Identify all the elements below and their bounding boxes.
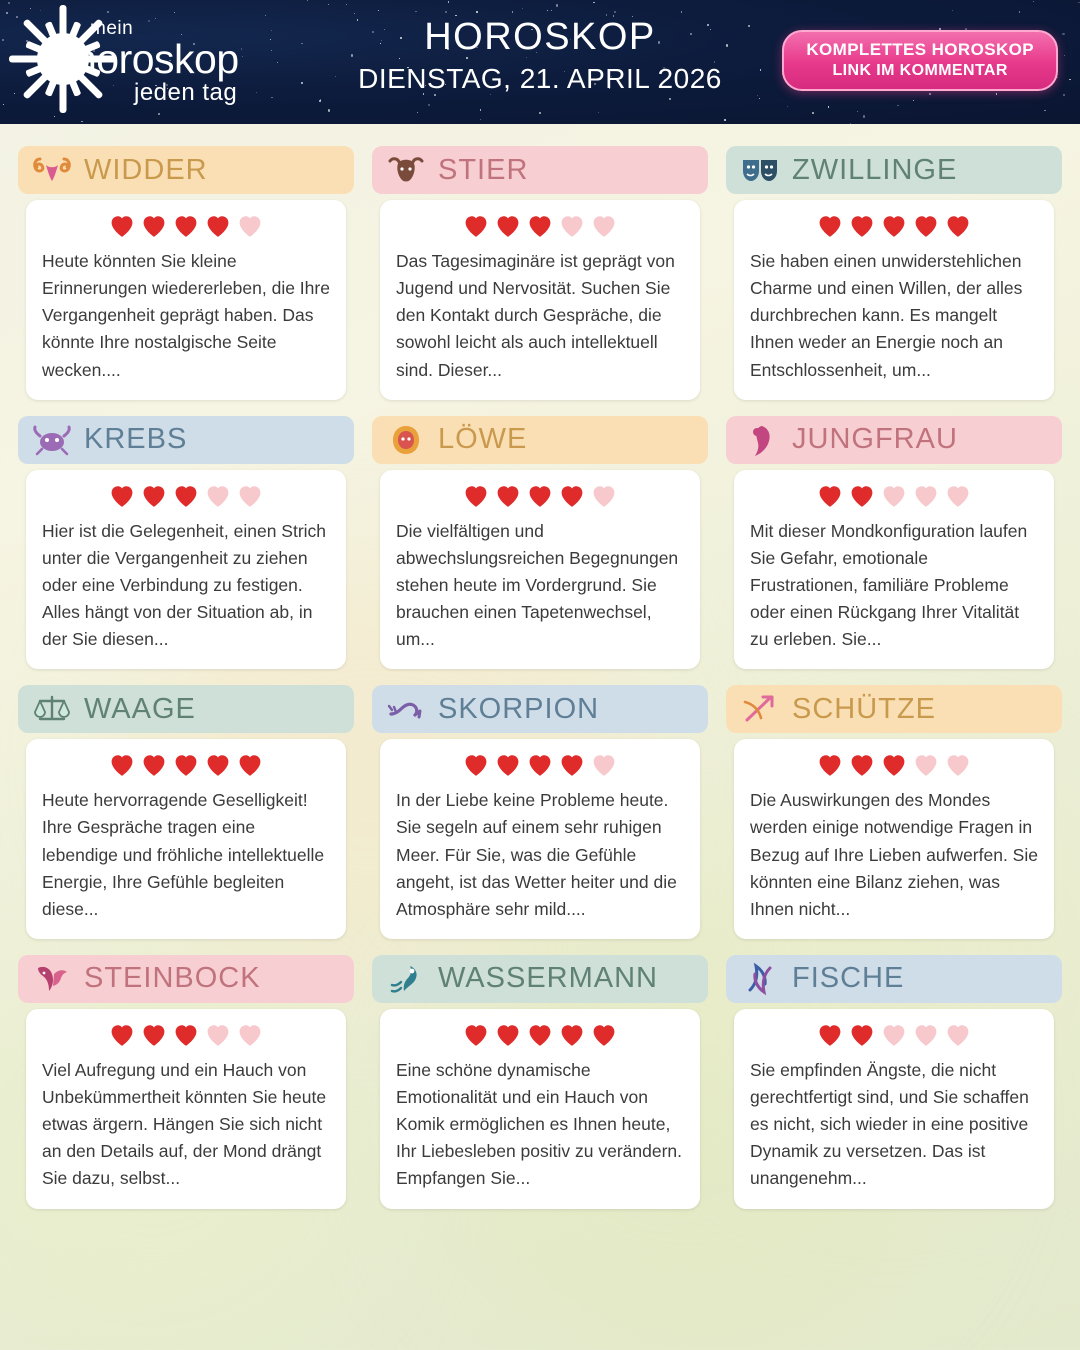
heart-icon [881,484,907,508]
heart-icon [173,1023,199,1047]
heart-icon [849,484,875,508]
sign-text-widder: Heute könnten Sie kleine Erinnerungen wiedererleben, die Ihre Vergangenheit geprägt haben. Das könnte Ihre nostalgische Seite wecken.... [42,251,330,380]
heart-icon [881,214,907,238]
sign-name-waage: WAAGE [84,692,196,725]
heart-icon [591,1023,617,1047]
sign-body-zwillinge [734,200,1054,400]
heart-icon [173,484,199,508]
heart-icon [817,1023,843,1047]
heart-icon [817,484,843,508]
logo-line-3: jeden tag [134,78,238,106]
rating-hearts-loewe [396,484,684,508]
rating-hearts-schuetze [750,753,1038,777]
rating-hearts-stier [396,214,684,238]
heart-icon [173,753,199,777]
sign-name-zwillinge: ZWILLINGE [792,153,958,186]
sign-body-fische [734,1009,1054,1209]
sign-body-skorpion [380,739,700,939]
heart-icon [527,484,553,508]
sign-header-zwillinge [726,146,1062,194]
heart-icon [141,214,167,238]
libra-scales-icon [32,692,72,726]
gemini-masks-icon [740,153,780,187]
sign-name-jungfrau: JUNGFRAU [792,423,958,456]
heart-icon [881,753,907,777]
horoscope-card-loewe [372,416,708,670]
heart-icon [849,1023,875,1047]
heart-icon [591,484,617,508]
sign-text-steinbock: Viel Aufregung und ein Hauch von Unbekümmertheit könnten Sie heute etwas ärgern. Hängen Sie sich nicht an den Details auf, der Mond drängt Sie dazu, selbst... [42,1059,327,1189]
sign-text-zwillinge: Sie haben einen unwiderstehlichen Charme und einen Willen, der alles durchbrechen kann. Es mangelt Ihnen weder an Energie noch an Entschlossenheit, um... [750,251,1023,380]
aries-ram-icon [32,153,72,187]
heart-icon [817,753,843,777]
heart-icon [237,753,263,777]
heart-icon [559,753,585,777]
heart-icon [463,484,489,508]
rating-hearts-widder [42,214,330,238]
sign-header-skorpion [372,685,708,733]
heart-icon [527,753,553,777]
sign-body-waage [26,739,346,939]
rating-hearts-waage [42,753,330,777]
sign-header-waage [18,685,354,733]
scorpio-scorpion-icon [386,692,426,726]
heart-icon [559,214,585,238]
sagittarius-bow-icon [740,692,780,726]
heart-icon [945,753,971,777]
sign-name-skorpion: SKORPION [438,692,600,725]
horoscope-card-skorpion [372,685,708,939]
heart-icon [495,484,521,508]
sign-name-schuetze: SCHÜTZE [792,692,936,725]
sign-header-stier [372,146,708,194]
heart-icon [913,214,939,238]
leo-lion-icon [386,423,426,457]
heart-icon [913,484,939,508]
heart-icon [237,214,263,238]
aquarius-water-bearer-icon [386,962,426,996]
sign-body-steinbock [26,1009,346,1209]
sign-body-schuetze [734,739,1054,939]
heart-icon [945,214,971,238]
sign-header-widder [18,146,354,194]
rating-hearts-skorpion [396,753,684,777]
horoscope-card-wassermann [372,955,708,1209]
heart-icon [463,753,489,777]
heart-icon [205,1023,231,1047]
heart-icon [109,753,135,777]
sign-body-jungfrau [734,470,1054,670]
sign-text-fische: Sie empfinden Ängste, die nicht gerechtfertigt sind, und Sie schaffen es nicht, sich wieder in eine positive Dynamik zu versetzen. Das ist unangenehm... [750,1059,1029,1189]
heart-icon [591,753,617,777]
horoscope-card-schuetze [726,685,1062,939]
horoscope-card-stier [372,146,708,400]
horoscope-card-fische [726,955,1062,1209]
sign-body-widder [26,200,346,400]
heart-icon [237,484,263,508]
page-header [0,0,1080,124]
sign-name-wassermann: WASSERMANN [438,962,658,995]
heart-icon [495,214,521,238]
sign-body-krebs [26,470,346,670]
heart-icon [141,753,167,777]
heart-icon [237,1023,263,1047]
sign-text-krebs: Hier ist die Gelegenheit, einen Strich unter die Vergangenheit zu ziehen oder eine Verbindung zu festigen. Alles hängt von der Situation ab, in der Sie diesen... [42,520,327,650]
sign-body-loewe [380,470,700,670]
sign-text-jungfrau: Mit dieser Mondkonfiguration laufen Sie Gefahr, emotionale Frustrationen, familiäre Probleme oder einen Rückgang Ihrer Vitalität zu erleben. Sie... [750,520,1028,650]
page-date: DIENSTAG, 21. APRIL 2026 [358,63,722,94]
heart-icon [141,1023,167,1047]
cta-banner[interactable] [782,30,1058,91]
sign-name-krebs: KREBS [84,423,188,456]
heart-icon [527,214,553,238]
heart-icon [109,484,135,508]
heart-icon [817,214,843,238]
horoscope-grid [0,124,1080,1229]
pisces-fish-icon [740,962,780,996]
heart-icon [109,214,135,238]
logo-line-1: mein [90,18,134,39]
rating-hearts-krebs [42,484,330,508]
horoscope-card-steinbock [18,955,354,1209]
horoscope-card-zwillinge [726,146,1062,400]
rating-hearts-wassermann [396,1023,684,1047]
heart-icon [881,1023,907,1047]
horoscope-card-krebs [18,416,354,670]
capricorn-goat-icon [32,962,72,996]
heart-icon [913,753,939,777]
rating-hearts-zwillinge [750,214,1038,238]
sign-name-loewe: LÖWE [438,423,528,456]
sign-header-jungfrau [726,416,1062,464]
taurus-bull-icon [386,153,426,187]
heart-icon [945,1023,971,1047]
heart-icon [945,484,971,508]
heart-icon [141,484,167,508]
heart-icon [205,753,231,777]
heart-icon [463,1023,489,1047]
virgo-maiden-icon [740,423,780,457]
rating-hearts-jungfrau [750,484,1038,508]
sign-text-loewe: Die vielfältigen und abwechslungsreichen Begegnungen stehen heute im Vordergrund. Sie brauchen einen Tapetenwechsel, um... [396,520,679,650]
sign-name-fische: FISCHE [792,962,905,995]
cta-line-2: LINK IM KOMMENTAR [832,62,1008,79]
sign-header-steinbock [18,955,354,1003]
sign-header-fische [726,955,1062,1003]
sign-name-stier: STIER [438,153,529,186]
logo-line-2: horoskop [74,36,239,82]
heart-icon [913,1023,939,1047]
sign-name-steinbock: STEINBOCK [84,962,261,995]
heart-icon [205,214,231,238]
heart-icon [205,484,231,508]
heart-icon [463,214,489,238]
cta-line-1: KOMPLETTES HOROSKOP [806,40,1034,59]
heart-icon [849,753,875,777]
page-title: HOROSKOP [424,16,656,58]
horoscope-card-waage [18,685,354,939]
sign-text-schuetze: Die Auswirkungen des Mondes werden einige notwendige Fragen in Bezug auf Ihre Lieben aufwerfen. Sie könnten eine Bilanz ziehen, was Ihnen nicht... [750,790,1038,919]
heart-icon [109,1023,135,1047]
sign-header-schuetze [726,685,1062,733]
heart-icon [495,753,521,777]
horoscope-card-jungfrau [726,416,1062,670]
rating-hearts-steinbock [42,1023,330,1047]
heart-icon [559,484,585,508]
sign-body-wassermann [380,1009,700,1209]
heart-icon [849,214,875,238]
sign-header-loewe [372,416,708,464]
cancer-crab-icon [32,423,72,457]
heart-icon [173,214,199,238]
heart-icon [591,214,617,238]
heart-icon [527,1023,553,1047]
sign-text-stier: Das Tagesimaginäre ist geprägt von Jugend und Nervosität. Suchen Sie den Kontakt durch Gespräche, die sowohl leicht als auch intellektuell sind. Dieser... [396,251,675,380]
sign-body-stier [380,200,700,400]
horoscope-card-widder [18,146,354,400]
sign-text-skorpion: In der Liebe keine Probleme heute. Sie segeln auf einem sehr ruhigen Meer. Für Sie, was die Gefühle angeht, ist das Wetter heiter und die Atmosphäre sehr mild.... [396,790,677,919]
heart-icon [559,1023,585,1047]
sign-text-waage: Heute hervorragende Geselligkeit! Ihre Gespräche tragen eine lebendige und fröhliche intellektuelle Energie, Ihre Gefühle begleiten diese... [42,790,325,919]
sign-name-widder: WIDDER [84,153,208,186]
heart-icon [495,1023,521,1047]
rating-hearts-fische [750,1023,1038,1047]
sign-header-krebs [18,416,354,464]
sign-text-wassermann: Eine schöne dynamische Emotionalität und ein Hauch von Komik ermöglichen es Ihnen heute, Ihr Liebesleben positiv zu verändern. Empfangen Sie... [396,1059,683,1189]
sign-header-wassermann [372,955,708,1003]
